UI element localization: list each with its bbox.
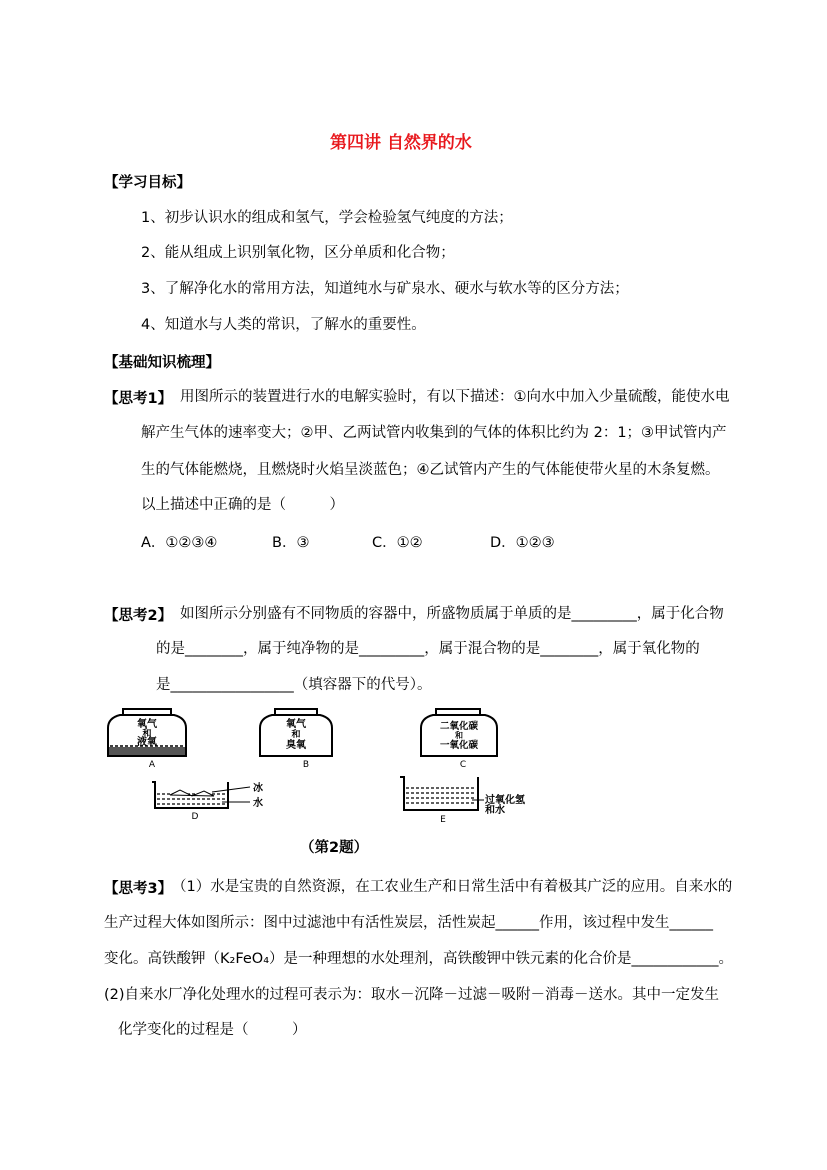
beaker-d-letter: D [191,812,199,822]
goal-item-4: 4、知道水与人类的常识，了解水的重要性。 [141,317,426,333]
beaker-d [152,781,263,822]
jar-b-letter: B [302,760,310,770]
goal-item-2: 2、能从组成上识别氧化物，区分单质和化合物； [141,245,455,261]
q1-line-3: 生的气体能燃烧，且燃烧时火焰呈淡蓝色；④乙试管内产生的气体能使带火星的木条复燃。 [141,462,720,478]
q2-figure [100,700,620,830]
jar-b [260,709,332,770]
q3-line-2: 生产过程大体如图所示：图中过滤池中有活性炭层，活性炭起______作用，该过程中发生______ [104,915,713,931]
beaker-d-label-water: 水 [253,798,263,809]
beaker-e-label-2: 和水 [485,805,505,816]
q1-line-4: 以上描述中正确的是（ ） [141,497,344,513]
jar-c [421,709,497,770]
q1-label: 【思考1】 [104,391,173,407]
page-title: 第四讲 自然界的水 [330,133,472,153]
q2-line-2: 的是________，属于纯净物的是_________，属于混合物的是________，属于氧化物的 [156,641,700,657]
q3-line-1: （1）水是宝贵的自然资源，在工农业生产和日常生活中有着极其广泛的应用。自来水的 [172,879,733,895]
beaker-d-label-ice: 冰 [253,783,263,794]
q1-line-1: 用图所示的装置进行水的电解实验时，有以下描述：①向水中加入少量硫酸，能使水电 [180,389,730,405]
jar-a-text-1: 氧气 [137,719,157,730]
jar-a-text-2: 和 [142,729,152,739]
jar-b-text-3: 臭氧 [286,740,306,751]
jar-c-text-3: 一氧化碳 [439,740,479,751]
q1-option-c: C．①② [372,535,423,551]
q2-line-3: 是_________________（填容器下的代号）。 [156,677,432,693]
section-header-basics: 【基础知识梳理】 [104,355,220,371]
jar-a-letter: A [148,760,156,770]
jar-b-text-1: 氧气 [286,719,306,730]
goal-item-3: 3、了解净化水的常用方法，知道纯水与矿泉水、硬水与软水等的区分方法； [141,281,629,297]
jar-b-text-2: 和 [291,730,301,740]
q2-line-1: 如图所示分别盛有不同物质的容器中，所盛物质属于单质的是_________，属于化合物 [180,606,724,622]
beaker-e-label-1: 过氧化氢 [485,795,525,806]
q1-line-2: 解产生气体的速率变大；②甲、乙两试管内收集到的气体的体积比约为 2：1；③甲试管内产 [141,425,727,441]
q1-option-b: B．③ [272,535,310,551]
beaker-e [400,777,525,825]
q3-label: 【思考3】 [104,881,173,897]
section-header-learning-goals: 【学习目标】 [104,175,191,191]
q3-line-5: 化学变化的过程是（ ） [118,1022,307,1038]
q3-line-4: (2)自来水厂净化处理水的过程可表示为：取水－沉降－过滤－吸附－消毒－送水。其中一定发生 [104,987,720,1003]
jar-c-text-1: 二氧化碳 [439,721,479,732]
jar-c-text-2: 和 [455,731,463,740]
q2-label: 【思考2】 [104,608,173,624]
q1-option-a: A．①②③④ [141,535,218,551]
jar-a-text-3: 液氧 [137,737,157,748]
jar-a [108,709,186,770]
goal-item-1: 1、初步认识水的组成和氢气，学会检验氢气纯度的方法； [141,210,513,226]
q2-figure-caption: （第2题） [300,840,369,856]
beaker-e-letter: E [440,815,446,825]
jar-c-letter: C [459,760,467,770]
q1-option-d: D．①②③ [490,535,555,551]
q3-line-3: 变化。高铁酸钾（K₂FeO₄）是一种理想的水处理剂，高铁酸钾中铁元素的化合价是____________。 [104,951,734,967]
